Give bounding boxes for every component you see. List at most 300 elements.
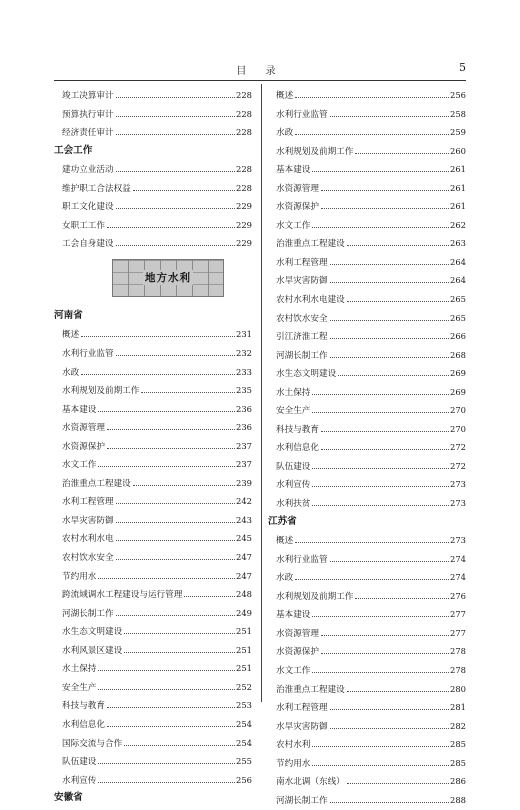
toc-entry[interactable] [268, 253, 466, 272]
page-number: 5 [459, 61, 466, 74]
toc-entry-label: 水利行业监管 [276, 109, 328, 120]
toc-entry-page: 251 [236, 663, 252, 674]
toc-entry[interactable] [54, 86, 252, 105]
dot-leader [295, 128, 449, 135]
toc-entry-label: 水资源管理 [276, 628, 319, 639]
toc-entry-page: 239 [236, 477, 252, 488]
toc-entry-page: 273 [450, 498, 466, 509]
toc-entry-page: 232 [236, 348, 252, 359]
toc-entry-page: 247 [236, 570, 252, 581]
dot-leader [321, 184, 449, 191]
toc-entry-label: 科技与教育 [276, 424, 319, 435]
dot-leader [184, 590, 235, 597]
toc-entry[interactable] [268, 735, 466, 754]
toc-entry[interactable] [268, 234, 466, 253]
toc-entry-label: 安全生产 [62, 682, 97, 693]
toc-entry[interactable] [268, 642, 466, 661]
toc-entry-label: 水利工程管理 [276, 257, 328, 268]
dot-leader [124, 739, 235, 746]
banner-area [54, 253, 252, 307]
dot-leader [295, 91, 449, 98]
dot-leader [330, 276, 449, 283]
dot-leader [330, 722, 449, 729]
dot-leader [116, 202, 235, 209]
toc-entry-page: 229 [236, 238, 252, 249]
dot-leader [116, 110, 235, 117]
toc-entry[interactable] [54, 511, 252, 530]
toc-entry-page: 266 [450, 331, 466, 342]
toc-entry-label: 水资源管理 [276, 183, 319, 194]
toc-entry-label: 竣工决算审计 [62, 91, 114, 101]
toc-entry[interactable] [54, 734, 252, 753]
toc-entry[interactable] [54, 381, 252, 400]
toc-entry[interactable] [268, 698, 466, 717]
toc-entry-page: 251 [236, 644, 252, 655]
toc-entry-label: 基本建设 [62, 404, 97, 415]
dot-leader [347, 239, 449, 246]
toc-entry-page: 269 [450, 368, 466, 379]
toc-entry[interactable] [268, 142, 466, 161]
toc-entry-page: 235 [236, 385, 252, 396]
toc-entry-label: 队伍建设 [276, 461, 311, 472]
toc-entry-label: 农村饮水安全 [276, 313, 328, 324]
toc-entry-page: 273 [450, 535, 466, 546]
toc-entry[interactable] [54, 641, 252, 660]
toc-entry[interactable] [54, 197, 252, 216]
toc-entry-label: 水资源保护 [276, 647, 319, 658]
toc-entry[interactable] [268, 179, 466, 198]
toc-entry[interactable] [54, 529, 252, 548]
toc-entry-page: 229 [236, 219, 252, 230]
dot-leader [98, 572, 235, 579]
toc-entry-label: 水旱灾害防御 [276, 276, 328, 287]
page-title: 目 录 [236, 66, 284, 77]
dot-leader [81, 330, 235, 337]
toc-entry[interactable] [268, 550, 466, 569]
toc-entry-page: 288 [450, 794, 466, 805]
toc-entry[interactable] [268, 290, 466, 309]
dot-leader [321, 629, 449, 636]
toc-entry[interactable] [268, 420, 466, 439]
toc-section-union [54, 160, 252, 253]
dot-leader [330, 314, 449, 321]
dot-leader [330, 332, 449, 339]
toc-entry-page: 231 [236, 329, 252, 340]
toc-entry-label: 女职工工作 [62, 220, 105, 231]
toc-entry-page: 247 [236, 552, 252, 563]
dot-leader [107, 442, 235, 449]
toc-entry-page: 270 [450, 423, 466, 434]
dot-leader [330, 258, 449, 265]
dot-leader [312, 740, 449, 747]
toc-entry[interactable] [54, 492, 252, 511]
toc-entry-page: 260 [450, 145, 466, 156]
toc-entry-page: 236 [236, 403, 252, 414]
toc-entry[interactable] [268, 457, 466, 476]
toc-entry[interactable] [54, 325, 252, 344]
dot-leader [312, 221, 449, 228]
toc-entry-page: 285 [450, 739, 466, 750]
toc-entry[interactable] [268, 754, 466, 773]
toc-entry-label: 水利工程管理 [276, 703, 328, 714]
toc-entry-label: 水利信息化 [62, 719, 105, 730]
dot-leader [355, 592, 449, 599]
toc-entry[interactable] [268, 717, 466, 736]
dot-leader [312, 666, 449, 673]
toc-entry-label: 职工文化建设 [62, 202, 114, 213]
dot-leader [312, 759, 449, 766]
dot-leader [347, 295, 449, 302]
toc-entry[interactable] [54, 696, 252, 715]
toc-column-right [268, 86, 466, 809]
toc-entry[interactable] [268, 346, 466, 365]
toc-entry-label: 水生态文明建设 [62, 627, 123, 638]
toc-entry-page: 261 [450, 182, 466, 193]
dot-leader [81, 368, 235, 375]
dot-leader [98, 757, 235, 764]
toc-entry-label: 水土保持 [62, 664, 97, 675]
toc-entry-page: 258 [450, 108, 466, 119]
dot-leader [330, 703, 449, 710]
toc-entry-page: 278 [450, 646, 466, 657]
toc-entry-label: 概述 [62, 330, 80, 341]
toc-entry-page: 228 [236, 164, 252, 175]
toc-entry-label: 水利宣传 [62, 775, 97, 786]
toc-entry-label: 安全生产 [276, 406, 311, 417]
dot-leader [330, 796, 449, 803]
dot-leader [330, 110, 449, 117]
toc-entry-page: 261 [450, 164, 466, 175]
toc-entry-label: 水利规划及前期工作 [276, 591, 354, 602]
dot-leader [355, 147, 449, 154]
toc-entry[interactable] [268, 791, 466, 810]
toc-entry-label: 农村水利水电 [62, 534, 114, 545]
toc-entry[interactable] [54, 216, 252, 235]
toc-entry-page: 243 [236, 514, 252, 525]
toc-entry-label: 水旱灾害防御 [276, 721, 328, 732]
toc-entry-page: 237 [236, 459, 252, 470]
dot-leader [116, 349, 235, 356]
toc-entry-page: 286 [450, 776, 466, 787]
dot-leader [312, 388, 449, 395]
toc-entry-label: 维护职工合法权益 [62, 183, 131, 194]
toc-section-jiangsu [268, 531, 466, 809]
toc-entry[interactable] [54, 179, 252, 198]
dot-leader [330, 555, 449, 562]
toc-entry-page: 265 [450, 294, 466, 305]
dot-leader [312, 499, 449, 506]
dot-leader [116, 516, 235, 523]
dot-leader [347, 685, 449, 692]
dot-leader [107, 423, 235, 430]
toc-entry-page: 237 [236, 440, 252, 451]
toc-entry-label: 水文工作 [276, 665, 311, 676]
dot-leader [98, 664, 235, 671]
toc-entry-label: 工会自身建设 [62, 239, 114, 250]
toc-entry[interactable] [268, 86, 466, 105]
toc-entry-page: 262 [450, 219, 466, 230]
toc-entry[interactable] [268, 494, 466, 513]
dot-leader [107, 701, 235, 708]
toc-entry-label: 国际交流与合作 [62, 738, 123, 749]
toc-entry-page: 256 [236, 774, 252, 785]
dot-leader [338, 369, 449, 376]
toc-entry[interactable] [268, 401, 466, 420]
toc-entry[interactable] [54, 585, 252, 604]
toc-entry-label: 治淮重点工程建设 [276, 684, 345, 695]
dot-leader [133, 479, 235, 486]
toc-entry-label: 基本建设 [276, 610, 311, 621]
toc-entry-page: 249 [236, 607, 252, 618]
dot-leader [133, 184, 235, 191]
toc-entry-label: 水利行业监管 [62, 349, 114, 360]
toc-entry-page: 256 [450, 90, 466, 100]
toc-entry-label: 水生态文明建设 [276, 369, 337, 380]
toc-entry-label: 南水北调（东线） [276, 777, 345, 788]
toc-entry-label: 农村水利水电建设 [276, 295, 345, 306]
toc-entry-page: 251 [236, 626, 252, 637]
toc-entry-page: 269 [450, 386, 466, 397]
toc-entry[interactable] [54, 363, 252, 382]
toc-entry-page: 277 [450, 627, 466, 638]
toc-entry-label: 治淮重点工程建设 [276, 239, 345, 250]
page-header [54, 60, 466, 78]
toc-entry-label: 水利风景区建设 [62, 645, 123, 656]
toc-entry[interactable] [54, 567, 252, 586]
toc-entry[interactable] [268, 624, 466, 643]
toc-entry-label: 水旱灾害防御 [62, 515, 114, 526]
toc-entry-label: 队伍建设 [62, 757, 97, 768]
toc-entry-page: 277 [450, 609, 466, 620]
toc-entry[interactable] [268, 197, 466, 216]
dot-leader [124, 627, 235, 634]
dot-leader [116, 553, 235, 560]
toc-entry[interactable] [268, 123, 466, 142]
toc-entry-label: 河湖长制工作 [276, 795, 328, 806]
banner-title: 地方水利 [145, 272, 191, 285]
toc-entry-label: 水文工作 [276, 220, 311, 231]
toc-entry-label: 河湖长制工作 [276, 350, 328, 361]
toc-entry-page: 273 [450, 479, 466, 490]
toc-entry-page: 229 [236, 201, 252, 212]
toc-entry-label: 预算执行审计 [62, 109, 114, 120]
toc-entry-label: 概述 [276, 91, 294, 101]
toc-entry-label: 水土保持 [276, 387, 311, 398]
toc-entry-label: 水利扶贫 [276, 499, 311, 510]
section-heading-union: 工会工作 [54, 144, 93, 156]
toc-entry[interactable] [54, 678, 252, 697]
toc-entry-label: 水资源保护 [276, 202, 319, 213]
toc-entry-page: 282 [450, 720, 466, 731]
toc-entry[interactable] [54, 400, 252, 419]
toc-entry-label: 水政 [276, 573, 294, 584]
dot-leader [312, 406, 449, 413]
toc-entry-page: 280 [450, 683, 466, 694]
dot-leader [116, 91, 235, 98]
toc-entry-page: 261 [450, 201, 466, 212]
toc-entry-page: 242 [236, 496, 252, 507]
toc-entry-page: 245 [236, 533, 252, 544]
toc-entry-page: 264 [450, 275, 466, 286]
toc-entry-label: 基本建设 [276, 165, 311, 176]
dot-leader [141, 386, 235, 393]
toc-entry[interactable] [54, 771, 252, 790]
toc-entry-page: 268 [450, 349, 466, 360]
toc-entry-page: 233 [236, 366, 252, 377]
toc-entry-page: 272 [450, 460, 466, 471]
dot-leader [116, 497, 235, 504]
toc-entry-page: 248 [236, 589, 252, 600]
dot-leader [107, 221, 235, 228]
toc-entry-page: 228 [236, 90, 252, 100]
toc-entry[interactable] [268, 680, 466, 699]
toc-entry[interactable] [268, 772, 466, 791]
dot-leader [321, 425, 449, 432]
toc-entry-label: 水资源管理 [62, 423, 105, 434]
toc-entry[interactable] [54, 234, 252, 253]
toc-entry[interactable] [54, 622, 252, 641]
dot-leader [116, 165, 235, 172]
toc-entry-page: 254 [236, 737, 252, 748]
toc-entry-page: 281 [450, 702, 466, 713]
toc-entry[interactable] [268, 105, 466, 124]
toc-entry-label: 水政 [276, 128, 294, 139]
toc-entry[interactable] [268, 605, 466, 624]
toc-entry-page: 270 [450, 405, 466, 416]
toc-entry[interactable] [268, 327, 466, 346]
toc-entry[interactable] [54, 123, 252, 142]
dot-leader [312, 165, 449, 172]
toc-entry[interactable] [54, 715, 252, 734]
toc-entry-page: 254 [236, 718, 252, 729]
toc-entry-page: 259 [450, 127, 466, 138]
toc-entry-page: 263 [450, 238, 466, 249]
toc-entry-page: 265 [450, 312, 466, 323]
toc-entry-label: 概述 [276, 536, 294, 547]
dot-leader [124, 646, 235, 653]
toc-entry-label: 节约用水 [276, 758, 311, 769]
toc-entry-label: 水利工程管理 [62, 497, 114, 508]
dot-leader [321, 647, 449, 654]
toc-entry-page: 274 [450, 553, 466, 564]
toc-entry-page: 285 [450, 757, 466, 768]
toc-entry-page: 253 [236, 700, 252, 711]
dot-leader [347, 777, 449, 784]
toc-entry-page: 236 [236, 422, 252, 433]
toc-entry-page: 278 [450, 664, 466, 675]
section-heading-jiangsu: 江苏省 [268, 515, 297, 527]
toc-entry[interactable] [268, 160, 466, 179]
toc-column-left [54, 86, 252, 808]
toc-section-henan [54, 325, 252, 789]
toc-entry[interactable] [268, 364, 466, 383]
section-heading-henan: 河南省 [54, 309, 83, 321]
toc-entry-label: 经济责任审计 [62, 128, 114, 139]
dot-leader [321, 443, 449, 450]
toc-entry[interactable] [54, 548, 252, 567]
toc-entry-label: 水利规划及前期工作 [276, 146, 354, 157]
toc-entry[interactable] [54, 105, 252, 124]
toc-entry-page: 255 [236, 756, 252, 767]
toc-entry[interactable] [268, 568, 466, 587]
toc-entry-page: 272 [450, 442, 466, 453]
toc-entry[interactable] [54, 344, 252, 363]
toc-entry[interactable] [54, 160, 252, 179]
dot-leader [116, 239, 235, 246]
toc-entry-page: 228 [236, 108, 252, 119]
toc-entry[interactable] [268, 383, 466, 402]
toc-entry[interactable] [268, 309, 466, 328]
toc-entry[interactable] [268, 531, 466, 550]
toc-entry-page: 276 [450, 590, 466, 601]
section-heading-anhui: 安徽省 [54, 792, 83, 804]
dot-leader [107, 720, 235, 727]
toc-entry[interactable] [268, 438, 466, 457]
toc-entry[interactable] [54, 455, 252, 474]
toc-entry[interactable] [268, 661, 466, 680]
dot-leader [98, 683, 235, 690]
dot-leader [116, 609, 235, 616]
toc-entry[interactable] [54, 418, 252, 437]
dot-leader [330, 351, 449, 358]
toc-entry-label: 水利行业监管 [276, 554, 328, 565]
toc-entry-label: 水利信息化 [276, 443, 319, 454]
dot-leader [312, 480, 449, 487]
dot-leader [116, 128, 235, 135]
toc-entry-label: 农村水利 [276, 740, 311, 751]
toc-entry-page: 228 [236, 182, 252, 193]
toc-entry[interactable] [54, 752, 252, 771]
toc-entry[interactable] [268, 475, 466, 494]
dot-leader [295, 536, 449, 543]
toc-entry[interactable] [54, 604, 252, 623]
toc-entry[interactable] [54, 437, 252, 456]
dot-leader [98, 460, 235, 467]
dot-leader [295, 573, 449, 580]
toc-entry[interactable] [268, 587, 466, 606]
dot-leader [312, 610, 449, 617]
toc-section-audit [54, 86, 252, 142]
toc-entry-label: 水资源保护 [62, 441, 105, 452]
toc-entry[interactable] [268, 271, 466, 290]
toc-entry-page: 264 [450, 256, 466, 267]
toc-entry[interactable] [54, 474, 252, 493]
toc-section-anhui [268, 86, 466, 513]
toc-entry[interactable] [54, 659, 252, 678]
toc-entry-page: 252 [236, 681, 252, 692]
toc-entry-label: 水利规划及前期工作 [62, 386, 140, 397]
toc-entry-label: 引江济淮工程 [276, 332, 328, 343]
toc-entry-label: 节约用水 [62, 571, 97, 582]
header-rule [54, 80, 466, 81]
toc-entry-label: 河湖长制工作 [62, 608, 114, 619]
toc-entry-label: 治淮重点工程建设 [62, 478, 131, 489]
dot-leader [98, 405, 235, 412]
dot-leader [321, 202, 449, 209]
section-banner [112, 259, 224, 297]
toc-entry-page: 274 [450, 572, 466, 583]
toc-entry-label: 水利宣传 [276, 480, 311, 491]
toc-entry-page: 228 [236, 127, 252, 138]
toc-entry-label: 建功立业活动 [62, 165, 114, 176]
dot-leader [98, 776, 235, 783]
dot-leader [116, 534, 235, 541]
toc-entry[interactable] [268, 216, 466, 235]
toc-entry-label: 科技与教育 [62, 701, 105, 712]
toc-entry-label: 水政 [62, 367, 80, 378]
toc-entry-label: 跨流域调水工程建设与运行管理 [62, 590, 183, 601]
toc-entry-label: 水文工作 [62, 460, 97, 471]
